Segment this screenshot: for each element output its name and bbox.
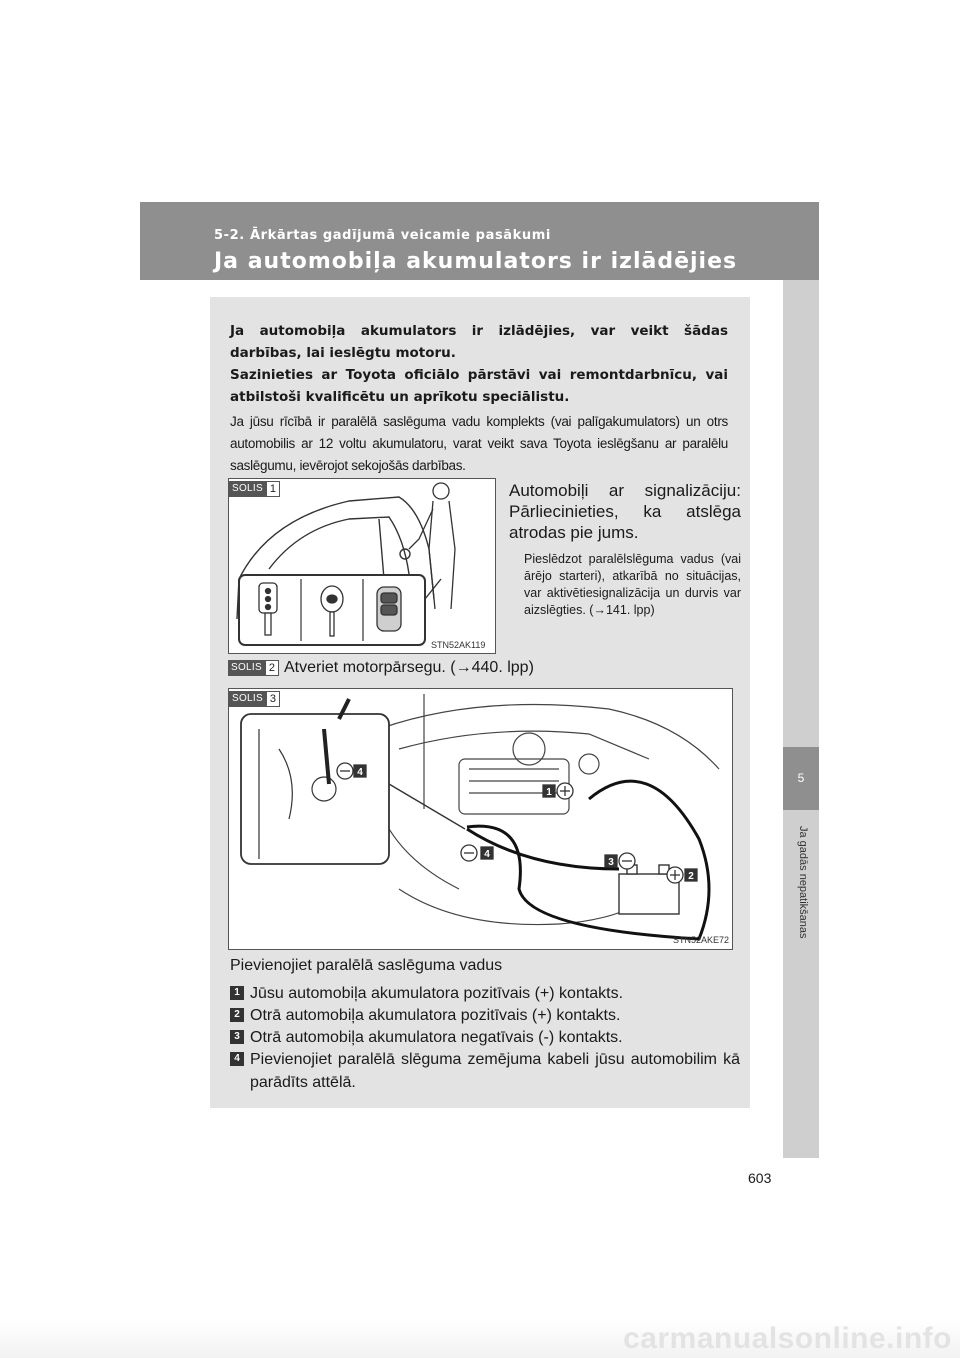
step1-figure-code: STN52AK119	[431, 640, 486, 650]
car-and-keys-illustration	[229, 479, 495, 653]
intro-paragraph: Ja jūsu rīcībā ir paralēlā saslēguma vadu komplekts (vai palīgakumulators) un otrs automobilis ar 12 voltu akumulatoru, varat veikt sava Toyota ieslēgšanu ar paralēlu saslēgumu, ievērojot sekojošās darbības.	[230, 414, 728, 473]
chapter-tab-rail	[783, 280, 819, 1158]
step1-tag	[229, 481, 280, 497]
step1-heading: Automobiļi ar signalizāciju: Pārliecinieties, ka atslēga atrodas pie jums.	[509, 481, 741, 542]
step2-tag-word: SOLIS	[228, 660, 265, 676]
step3-figure	[228, 688, 733, 950]
step3-tag	[229, 691, 280, 707]
page-number: 603	[748, 1170, 772, 1186]
page-title: Ja automobiļa akumulators ir izlādējies	[214, 249, 738, 274]
step2-text: Atveriet motorpārsegu. (→440. lpp)	[284, 659, 534, 676]
step2-tag-num: 2	[265, 660, 279, 676]
section-header	[140, 202, 819, 280]
callout-4-inset	[337, 763, 366, 779]
item-text: Otrā automobiļa akumulatora pozitīvais (+) kontakts.	[250, 1007, 621, 1024]
connect-title: Pievienojiet paralēlā saslēguma vadus	[230, 957, 503, 974]
item-text: Otrā automobiļa akumulatora negatīvais (-) kontakts.	[250, 1029, 623, 1046]
callout-4-engine	[461, 845, 493, 861]
step3-tag-word: SOLIS	[229, 691, 266, 707]
callout-label: 4	[484, 849, 490, 860]
callout-label: 1	[546, 787, 552, 798]
intro-bold-1: Ja automobiļa akumulators ir izlādējies, var veikt šādas darbības, lai ieslēgtu motoru.	[230, 323, 728, 361]
engine-jump-start-illustration	[229, 689, 732, 949]
item-number-badge: 3	[230, 1030, 244, 1044]
callout-1	[543, 783, 573, 799]
section-label: 5-2. Ārkārtas gadījumā veicamie pasākumi	[214, 228, 551, 243]
callout-label: 2	[688, 871, 694, 882]
jumper-cable	[467, 781, 709, 939]
watermark-text: carmanualsonline.info	[623, 1322, 952, 1355]
callout-label: 4	[357, 767, 363, 778]
step1-figure	[228, 478, 496, 654]
watermark-bar	[0, 1320, 960, 1358]
step2-tag	[228, 660, 279, 676]
intro-bold-2: Sazinieties ar Toyota oficiālo pārstāvi vai remontdarbnīcu, vai atbilstoši kvalificētu un aprīkotu speciālistu.	[230, 367, 728, 405]
callout-3	[605, 853, 635, 869]
chapter-title: Ja gadās nepatikšanas	[797, 826, 809, 939]
step3-tag-num: 3	[266, 691, 280, 707]
callout-2	[667, 867, 697, 883]
step1-note: Pieslēdzot paralēlslēguma vadus (vai ārējo starteri), atkarībā no situācijas, var aktivētiesignalizācija un durvis var aizslēgties. (→141. lpp)	[524, 552, 741, 617]
item-number-badge: 2	[230, 1008, 244, 1022]
step3-figure-code: STN52AKE72	[673, 935, 730, 945]
smart-key-icon	[377, 587, 401, 631]
chapter-number-tab: 5	[783, 747, 819, 810]
item-text: Jūsu automobiļa akumulatora pozitīvais (+) kontakts.	[250, 985, 624, 1002]
step1-tag-word: SOLIS	[229, 481, 266, 497]
item-text: Pievienojiet paralēlā slēguma zemējuma kabeli jūsu automobilim kā parādīts attēlā.	[250, 1051, 740, 1091]
item-number-badge: 4	[230, 1052, 244, 1066]
item-number-badge: 1	[230, 986, 244, 1000]
step1-tag-num: 1	[266, 481, 280, 497]
ground-inset-box	[241, 714, 389, 864]
callout-label: 3	[608, 857, 614, 868]
